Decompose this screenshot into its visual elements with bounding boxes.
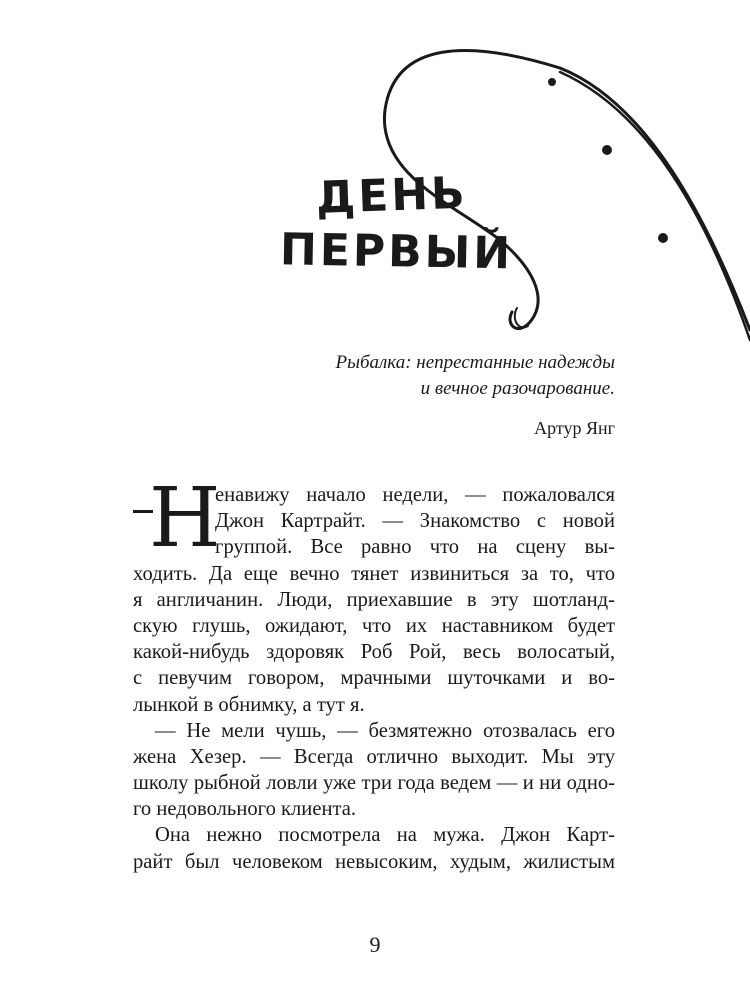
text-line: какой-нибудь здоровяк Роб Рой, весь волосатый,: [133, 641, 615, 664]
text-line: жена Хезер. — Всегда отлично выходит. Мы эту: [133, 745, 615, 768]
text-line: лынкой в обнимку, а тут я.: [133, 693, 365, 716]
text-line: ходить. Да еще вечно тянет извиниться за то, что: [133, 562, 615, 585]
epigraph-line-1: Рыбалка: непрестанные надежды: [335, 352, 615, 373]
text-line: райт был человеком невысоким, худым, жилистым: [133, 850, 615, 873]
text-line: с певучим говором, мрачными шуточками и во-: [133, 667, 615, 690]
epigraph-author: Артур Янг: [534, 418, 615, 438]
text-line: скую глушь, ожидают, что их наставником будет: [133, 614, 615, 637]
drop-cap-letter: Н: [149, 471, 221, 566]
text-line: школу рыбной ловли уже три года ведем — и ни одно-: [133, 772, 615, 795]
text-line: — Не мели чушь, — безмятежно отозвалась его: [155, 719, 615, 742]
chapter-title-line-1: ДЕНЬ: [315, 167, 469, 224]
page-number: 9: [369, 932, 381, 957]
text-line: го недовольного клиента.: [133, 798, 357, 821]
epigraph-line-2: и вечное разочарование.: [420, 378, 615, 399]
chapter-title-line-2: ПЕРВЫЙ: [279, 224, 514, 280]
body-text: [133, 482, 615, 875]
text-line: группой. Все равно что на сцену вы-: [215, 536, 615, 559]
text-line: Джон Картрайт. — Знакомство с новой: [215, 510, 615, 533]
rod-guide-1: [548, 78, 556, 86]
epigraph: [335, 350, 615, 402]
text-line: енавижу начало недели, — пожаловался: [215, 484, 615, 506]
text-line: Она нежно посмотрела на мужа. Джон Карт-: [155, 824, 615, 847]
text-line: я англичанин. Люди, приехавшие в эту шотланд-: [133, 588, 615, 611]
rod-guide-3: [658, 233, 668, 243]
chapter-title: [279, 167, 514, 280]
rod-guide-2: [602, 145, 612, 155]
